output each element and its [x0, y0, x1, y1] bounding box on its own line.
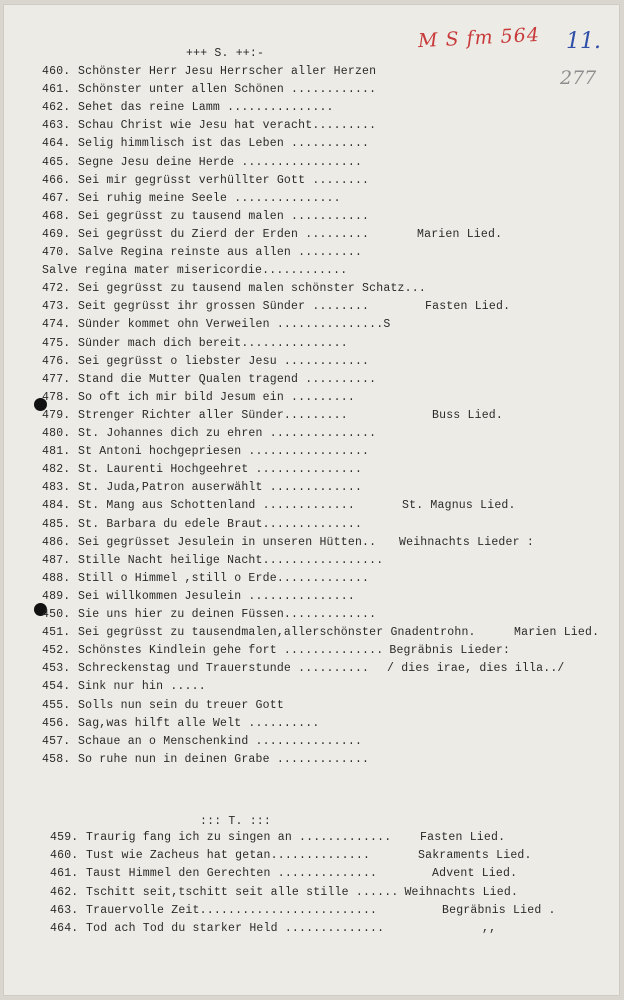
list-item [42, 174, 369, 188]
entry-note: Begräbnis Lied . [442, 903, 556, 917]
list-item [42, 227, 503, 242]
entry-title: Seit gegrüsst ihr grossen Sünder ........ [78, 300, 370, 314]
entry-number: 475. [42, 336, 71, 350]
entry-number: 487. [42, 553, 71, 567]
entry-title: Salve regina mater misericordie............ [42, 264, 348, 278]
entry-note: Weihnachts Lieder : [399, 535, 534, 549]
entry-title: Sünder kommet ohn Verweilen ...............S [78, 318, 391, 332]
list-item [42, 156, 362, 170]
list-item [50, 922, 497, 936]
entry-title: St. Barbara du edele Braut.............. [78, 517, 363, 531]
list-item [42, 626, 600, 640]
entry-note: Marien Lied. [417, 227, 503, 241]
entry-number: 468. [42, 209, 71, 223]
archive-mark: M S fm 564 [417, 23, 541, 53]
list-item [42, 282, 426, 296]
entry-title: Tust wie Zacheus hat getan.............. [86, 849, 371, 863]
entry-note: Buss Lied. [432, 408, 504, 422]
entry-number: 462. [50, 885, 79, 899]
entry-title: Sei mir gegrüsst verhüllter Gott ........ [78, 173, 370, 187]
list-item [42, 608, 376, 622]
entry-number: 463. [50, 903, 79, 917]
entry-number: 476. [42, 354, 71, 368]
entry-number: 460. [42, 65, 71, 78]
entry-note: Fasten Lied. [420, 831, 506, 844]
entry-title: Tod ach Tod du starker Held .............. [86, 922, 385, 935]
entry-note: Fasten Lied. [425, 300, 511, 314]
entry-number: 464. [50, 922, 79, 935]
entry-note: Marien Lied. [514, 626, 600, 640]
entry-title: St. Mang aus Schottenland ............. [78, 499, 355, 513]
entry-title: Stand die Mutter Qualen tragend .......... [78, 372, 377, 386]
entry-number: 489. [42, 589, 71, 603]
list-item [42, 535, 534, 550]
entry-title: Sei gegrüsst o liebster Jesu ............ [78, 354, 370, 368]
list-item [42, 408, 504, 423]
entry-title: St. Juda,Patron auserwählt ............. [78, 481, 363, 495]
list-item [42, 337, 348, 351]
entry-number: 457. [42, 734, 71, 748]
entry-number: 467. [42, 191, 71, 205]
entry-number: 486. [42, 535, 71, 549]
document-page [3, 4, 620, 996]
entry-number: 455. [42, 698, 71, 712]
entry-title: Sehet das reine Lamm ............... [78, 101, 334, 115]
entry-title: Schönster Herr Jesu Herrscher aller Herzen [78, 65, 377, 78]
entry-number: 454. [42, 680, 71, 694]
list-item [42, 499, 516, 513]
entry-title: Sie uns hier zu deinen Füssen............. [78, 608, 377, 621]
entry-title: So oft ich mir bild Jesum ein ......... [78, 390, 355, 404]
entry-title: St Antoni hochgepriesen ................. [78, 445, 370, 459]
entry-number: 479. [42, 408, 71, 422]
entry-title: Schönstes Kindlein gehe fort .............. [78, 644, 384, 658]
entry-title: Solls nun sein du treuer Gott [78, 698, 284, 712]
list-item [42, 680, 206, 694]
entry-number: 483. [42, 481, 71, 495]
entry-title: Salve Regina reinste aus allen ......... [78, 246, 363, 259]
entry-number: 453. [42, 662, 71, 676]
entry-title: Stille Nacht heilige Nacht................. [78, 553, 384, 567]
list-item [42, 355, 369, 369]
list-item [50, 849, 532, 863]
entry-number: 488. [42, 571, 71, 585]
section-s-heading: +++ S. ++:- [186, 47, 265, 60]
entry-number: 481. [42, 445, 71, 459]
list-item [50, 885, 519, 900]
list-item [42, 445, 369, 459]
entry-number: 472. [42, 282, 71, 296]
entry-number: 461. [42, 83, 71, 97]
entry-title: Sink nur hin ..... [78, 680, 206, 694]
entry-title: Schaue an o Menschenkind ............... [78, 734, 363, 748]
entry-title: Sei gegrüsst zu tausend malen ........... [78, 209, 370, 223]
entry-title: Schreckenstag und Trauerstunde .......... [78, 662, 370, 676]
entry-number: 485. [42, 517, 71, 531]
entry-number: 464. [42, 137, 71, 151]
list-item [42, 373, 376, 387]
list-item [42, 463, 362, 477]
list-item [42, 644, 511, 658]
entry-note: ,, [482, 922, 497, 935]
entry-number: 451. [42, 626, 71, 640]
entry-number: 456. [42, 716, 71, 730]
entry-title: Sei gegrüsst zu tausend malen schönster Schatz... [78, 282, 426, 296]
section-t-heading: ::: T. ::: [200, 815, 272, 828]
entry-note: Sakraments Lied. [418, 849, 532, 863]
entry-number: 477. [42, 372, 71, 386]
list-item [42, 735, 362, 749]
list-item [42, 83, 376, 97]
entry-title: So ruhe nun in deinen Grabe ............. [78, 752, 370, 766]
entry-number: 463. [42, 119, 71, 133]
list-item [42, 318, 390, 332]
entry-title: Still o Himmel ,still o Erde............. [78, 571, 370, 585]
list-item [42, 192, 341, 206]
list-item [42, 65, 376, 79]
list-item [42, 427, 376, 441]
entry-number: 469. [42, 227, 71, 241]
entry-title: Segne Jesu deine Herde ................. [78, 155, 363, 169]
entry-title: Sei gegrüsst zu tausendmalen,allerschönster Gnadentrohn. [78, 626, 476, 640]
entry-title: Taust Himmel den Gerechten .............. [86, 867, 378, 881]
entry-note: Begräbnis Lieder: [389, 644, 511, 658]
entry-number: 482. [42, 463, 71, 477]
entry-number: 465. [42, 155, 71, 169]
entry-note: / dies irae, dies illa../ [387, 662, 565, 676]
entry-note: Advent Lied. [432, 867, 518, 881]
list-item [42, 699, 284, 713]
entry-number: 466. [42, 173, 71, 187]
list-item [42, 300, 511, 314]
entry-number: 470. [42, 246, 71, 259]
entry-number: 450. [42, 608, 71, 621]
entry-number: 462. [42, 101, 71, 115]
entry-note: St. Magnus Lied. [402, 499, 516, 513]
entry-number: 460. [50, 849, 79, 863]
entry-title: Strenger Richter aller Sünder......... [78, 408, 348, 422]
entry-title: Tschitt seit,tschitt seit alle stille ...... [86, 885, 399, 899]
entry-title: Selig himmlisch ist das Leben ........... [78, 137, 370, 151]
list-item [50, 903, 556, 918]
list-item [50, 831, 506, 845]
entry-title: Sei willkommen Jesulein ............... [78, 589, 355, 603]
entry-title: St. Laurenti Hochgeehret ............... [78, 463, 363, 477]
entry-number: 461. [50, 867, 79, 881]
entry-title: Trauervolle Zeit......................... [86, 903, 378, 917]
list-item [42, 210, 369, 224]
entry-number: 452. [42, 644, 71, 658]
entry-note: Weihnachts Lied. [404, 885, 519, 899]
folio-number: 11. [566, 29, 601, 54]
list-item [42, 246, 362, 260]
entry-title: Sei gegrüsst du Zierd der Erden ......... [78, 227, 370, 241]
entry-title: Sünder mach dich bereit............... [78, 336, 348, 350]
pencil-number: 277 [560, 67, 597, 89]
entry-number: 474. [42, 318, 71, 332]
list-item [42, 264, 347, 278]
list-item [42, 391, 355, 405]
list-item [42, 481, 362, 495]
list-item [42, 717, 319, 731]
list-item [50, 867, 518, 881]
list-item [42, 137, 369, 151]
entry-number: 473. [42, 300, 71, 314]
entry-title: St. Johannes dich zu ehren ............... [78, 427, 377, 440]
list-item [42, 590, 355, 604]
list-item [42, 554, 383, 568]
entry-title: Sei gegrüsset Jesulein in unseren Hütten.. [78, 535, 377, 549]
list-item [42, 518, 362, 532]
list-item [42, 119, 376, 133]
list-item [42, 753, 369, 767]
list-item [42, 101, 334, 115]
entry-number: 484. [42, 499, 71, 513]
entry-number: 459. [50, 831, 79, 844]
list-item [42, 572, 369, 586]
entry-number: 458. [42, 752, 71, 766]
entry-number: 478. [42, 390, 71, 404]
entry-title: Sag,was hilft alle Welt .......... [78, 716, 320, 730]
entry-title: Schau Christ wie Jesu hat veracht......... [78, 119, 377, 133]
entry-title: Traurig fang ich zu singen an ............. [86, 831, 392, 844]
list-item [42, 662, 565, 676]
entry-title: Schönster unter allen Schönen ............ [78, 83, 377, 97]
entry-title: Sei ruhig meine Seele ............... [78, 191, 341, 205]
entry-number: 480. [42, 427, 71, 440]
